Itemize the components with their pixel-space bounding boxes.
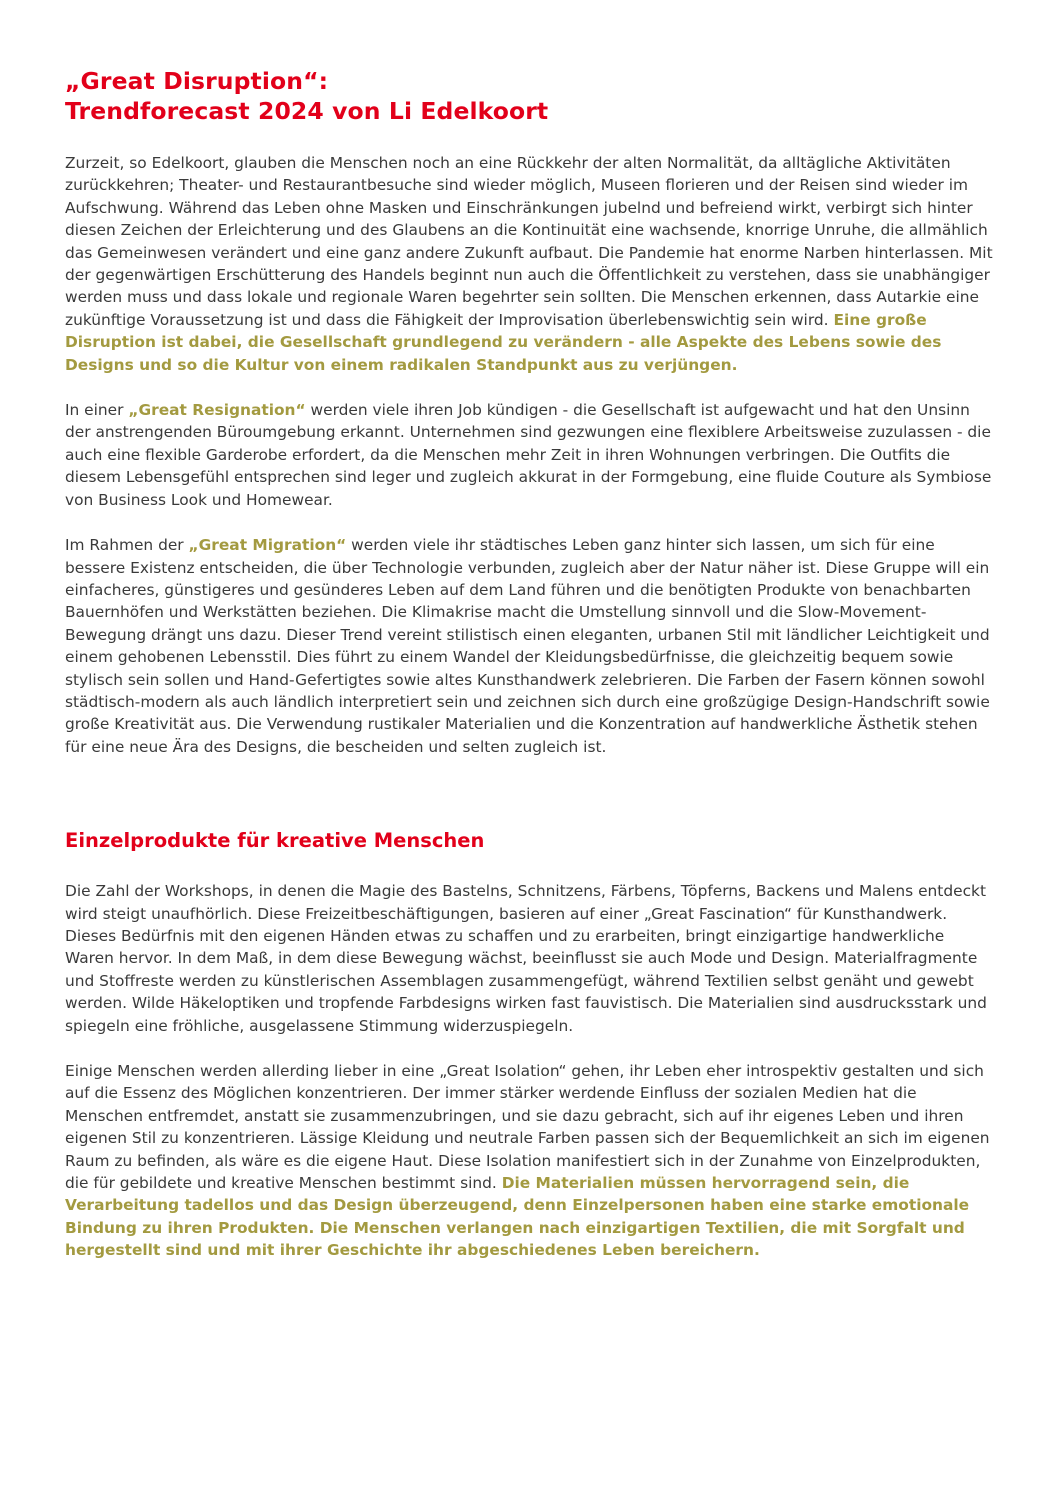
document-page [65,66,995,1262]
paragraph-isolation-text: Einige Menschen werden allerding lieber in eine „Great Isolation“ gehen, ihr Leben eher introspektiv gestalten und sich auf die Essenz des Möglichen konzentrieren. Der immer stärker werdende Einfluss der sozialen Medien hat die Menschen entfremdet, anstatt sie zusammenzubringen, und sie dazu gebracht, sich auf ihr eigenes Leben und ihren eigenen Stil zu konzentrieren. Lässige Kleidung und neutrale Farben passen sich der Bequemlichkeit an sich im eigenen Raum zu befinden, als wäre es die eigene Haut. Diese Isolation manifestiert sich in der Zunahme von Einzelprodukten, die für gebildete und kreative Menschen bestimmt sind. [65,1062,990,1193]
paragraph-workshops: Die Zahl der Workshops, in denen die Magie des Bastelns, Schnitzens, Färbens, Töpferns, Backens und Malens entdeckt wird steigt unaufhörlich. Diese Freizeitbeschäftigungen, basieren auf einer „Great Fascination“ für Kunsthandwerk. Dieses Bedürfnis mit den eigenen Händen etwas zu schaffen und zu erarbeiten, bringt einzigartige handwerkliche Waren hervor. In dem Maß, in dem diese Bewegung wächst, beeinflusst sie auch Mode und Design. Materialfragmente und Stoffreste werden zu künstlerischen Assemblagen zusammengefügt, während Textilien selbst genäht und gewebt werden. Wilde Häkeloptiken und tropfende Farbdesigns wirken fast fauvistisch. Die Materialien sind ausdrucksstark und spiegeln eine fröhliche, ausgelassene Stimmung widerzuspiegeln. [65,882,987,1035]
paragraph-intro-text: Zurzeit, so Edelkoort, glauben die Menschen noch an eine Rückkehr der alten Normalität, da alltägliche Aktivitäten zurückkehren; Theater- und Restaurantbesuche sind wieder möglich, Museen florieren und der Reisen sind wieder im Aufschwung. Während das Leben ohne Masken und Einschränkungen jubelnd und befreiend wirkt, verbirgt sich hinter diesen Zeichen der Erleichterung und des Glaubens an die Kontinuität eine wachsende, knorrige Unruhe, die allmählich das Gemeinwesen verändert und eine ganz andere Zukunft aufbaut. Die Pandemie hat enorme Narben hinterlassen. Mit der gegenwärtigen Erschütterung des Handels beginnt nun auch die Öffentlichkeit zu verstehen, dass sie unabhängiger werden muss und dass lokale und regionale Waren begehrter sein sollten. Die Menschen erkennen, dass Autarkie eine zukünftige Voraussetzung ist und dass die Fähigkeit der Improvisation überlebenswichtig sein wird. [65,154,993,329]
paragraph-migration-after: werden viele ihr städtisches Leben ganz hinter sich lassen, um sich für eine bessere Existenz entscheiden, die über Technologie verbunden, zugleich aber der Natur näher ist. Diese Gruppe will ein einfacheres, günstigeres und gesünderes Leben auf dem Land führen und die benötigten Produkte von benachbarten Bauernhöfen und Werkstätten beziehen. Die Klimakrise macht die Umstellung sinnvoll und die Slow-Movement-Bewegung drängt uns dazu. Dieser Trend vereint stilistisch einen eleganten, urbanen Stil mit ländlicher Leichtigkeit und einem gehobenen Lebensstil. Dies führt zu einem Wandel der Kleidungsbedürfnisse, die gleichzeitig bequem sowie stylisch sein sollen und Hand-Gefertigtes sowie altes Kunsthandwerk zelebrieren. Die Farben der Fasern können sowohl städtisch-modern als auch ländlich interpretiert sein und zeichnen sich durch eine großzügige Design-Handschrift sowie große Kreativität aus. Die Verwendung rustikaler Materialien und die Konzentration auf handwerkliche Ästhetik stehen für eine neue Ära des Designs, die bescheiden und selten zugleich ist. [65,536,990,756]
paragraph-intro [65,152,995,376]
great-migration-highlight: „Great Migration“ [188,536,347,555]
paragraph-resignation-before: In einer [65,401,129,420]
paragraph-migration-before: Im Rahmen der [65,536,189,555]
paragraph-intro-highlight: Eine große Disruption ist dabei, die Gesellschaft grundlegend zu verändern - alle Aspekte des Lebens sowie des Designs und so die Kultur von einem radikalen Standpunkt aus zu verjüngen. [65,310,942,374]
page-title-line-2: Trendforecast 2024 von Li Edelkoort [65,97,549,125]
paragraph-great-migration [65,534,995,758]
section-title: Einzelprodukte für kreative Menschen [65,829,485,853]
paragraph-isolation-highlight: Die Materialien müssen hervorragend sein, die Verarbeitung tadellos und das Design überzeugend, denn Einzelpersonen haben eine starke emotionale Bindung zu ihren Produkten. Die Menschen verlangen nach einzigartigen Textilien, die mit Sorgfalt und hergestellt sind und mit ihrer Geschichte ihr abgeschiedenes Leben bereichern. [65,1174,970,1260]
paragraph-resignation-after: werden viele ihren Job kündigen - die Gesellschaft ist aufgewacht und hat den Unsinn der anstrengenden Büroumgebung erkannt. Unternehmen sind gezwungen eine flexiblere Arbeitsweise zuzulassen - die auch eine flexible Garderobe erfordert, da die Menschen mehr Zeit in ihren Wohnungen verbringen. Die Outfits die diesem Lebensgefühl entsprechen sind leger und zugleich akkurat in der Formgebung, eine fluide Couture als Symbiose von Business Look und Homewear. [65,401,992,509]
page-title-line-1: „Great Disruption“: [65,67,329,95]
paragraph-great-isolation [65,1060,995,1262]
paragraph-great-resignation [65,399,995,511]
great-resignation-highlight: „Great Resignation“ [128,401,306,420]
page-title [65,66,995,126]
